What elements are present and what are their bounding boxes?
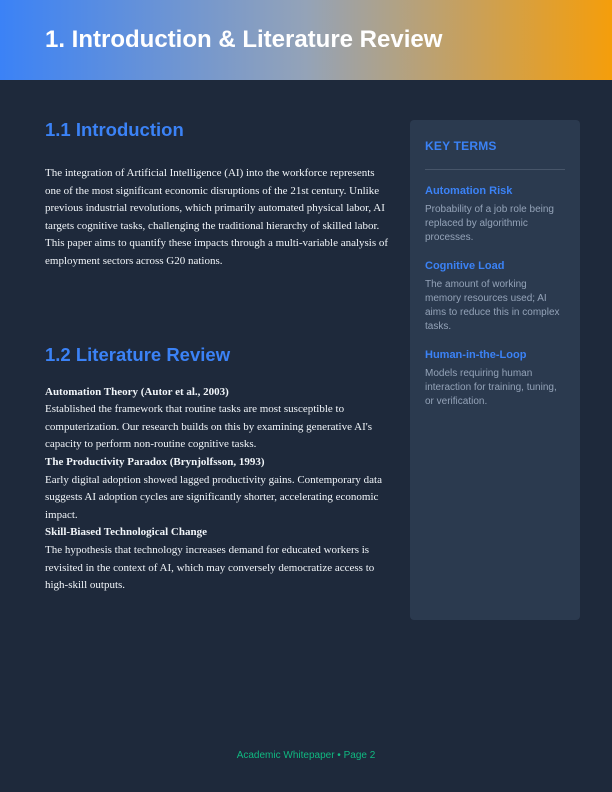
literature-heading: 1.2 Literature Review — [45, 343, 231, 365]
key-term-definition: Probability of a job role being replaced by algorithmic processes. — [425, 204, 554, 243]
page-footer: Academic Whitepaper • Page 2 — [236, 750, 376, 761]
key-term-definition: The amount of working memory resources used; AI aims to reduce this in complex tasks. — [425, 279, 560, 332]
introduction-body — [45, 165, 390, 271]
key-term-name: Human-in-the-Loop — [425, 349, 527, 361]
literature-item-text: Established the framework that routine tasks are most susceptible to computerization. Our research builds on this by examining generative AI's capacity to perform non-routine cognitive tasks. — [45, 403, 373, 451]
main-content — [45, 118, 390, 595]
key-term-item — [425, 259, 565, 334]
key-term-item — [425, 348, 565, 409]
page-title: 1. Introduction & Literature Review — [45, 26, 443, 53]
key-terms-list — [425, 184, 565, 423]
page-header — [0, 0, 612, 80]
key-term-name: Automation Risk — [425, 185, 513, 197]
literature-item-text: Early digital adoption showed lagged productivity gains. Contemporary data suggests AI adoption cycles are significantly shorter, accelerating economic impact. — [45, 473, 382, 521]
key-term-item — [425, 184, 565, 245]
literature-item-title: Automation Theory (Autor et al., 2003) — [45, 385, 229, 398]
literature-item-title: Skill-Biased Technological Change — [45, 526, 207, 539]
key-term-name: Cognitive Load — [425, 260, 505, 272]
introduction-paragraph: The integration of Artificial Intelligence (AI) into the workforce represents one of the most significant economic disruptions of the 21st century. Unlike previous industrial revolutions, which primarily automated physical labor, AI targets cognitive tasks, challenging the traditional hierarchy of skilled labor. — [45, 167, 385, 232]
sidebar-divider — [425, 169, 565, 170]
literature-item-title: The Productivity Paradox (Brynjolfsson, 1993) — [45, 455, 265, 468]
literature-item-text: The hypothesis that technology increases demand for educated workers is revisited in the context of AI, which may conversely democratize access to high-skill outputs. — [45, 543, 375, 592]
introduction-heading: 1.1 Introduction — [45, 119, 184, 140]
introduction-paragraph: This paper aims to quantify these impacts through a multi-variable analysis of employment sectors across G20 nations. — [45, 237, 389, 267]
key-term-definition: Models requiring human interaction for training, tuning, or verification. — [425, 368, 557, 407]
key-terms-title: KEY TERMS — [425, 139, 497, 153]
literature-body — [45, 384, 390, 595]
key-terms-sidebar — [410, 120, 580, 620]
